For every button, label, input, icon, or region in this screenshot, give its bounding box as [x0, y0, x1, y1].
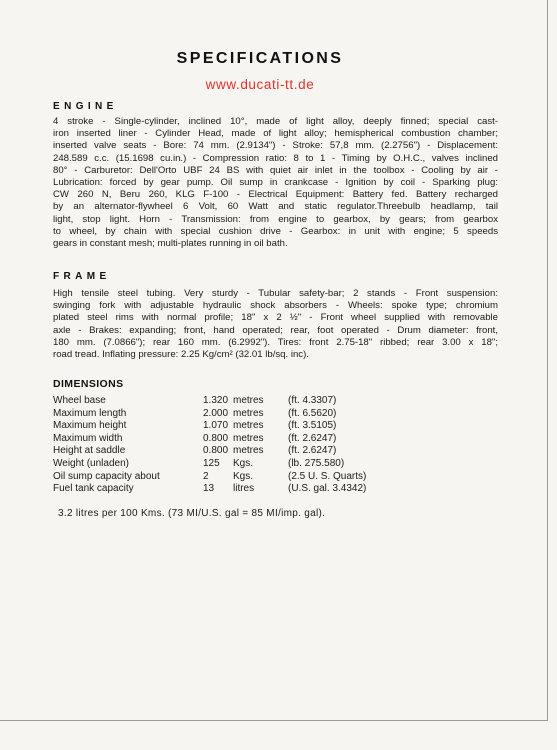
text-line: 180 mm. (7.0866"); rear 160 mm. (6.2992"). Tires: front 2.75-18" ribbed; rear 3.00 x 18";	[53, 336, 498, 348]
dimension-label: Weight (unladen)	[53, 458, 129, 469]
text-line: inserted valve seats - Bore: 74 mm. (2.9134") - Stroke: 57,8 mm. (2.2756") - Displacement:	[53, 140, 498, 152]
frame-heading: FRAME	[53, 271, 111, 282]
dimension-unit: Kgs.	[233, 470, 254, 482]
dimension-unit: metres	[233, 445, 264, 457]
dimension-imperial: (2.5 U. S. Quarts)	[288, 470, 367, 482]
dimension-label: Fuel tank capacity	[53, 483, 134, 495]
watermark-url: www.ducati-tt.de	[205, 77, 315, 92]
dimension-value: 0.800	[203, 432, 229, 444]
dimension-unit: metres	[233, 407, 264, 419]
dimension-unit: metres	[233, 395, 264, 406]
text-line: plated steel rims with normal profile; 18" x 2 ½" - Front wheel supplied with removable	[53, 312, 498, 324]
dimension-label: Height at saddle	[53, 445, 126, 457]
text-line: 4 stroke - Single-cylinder, inclined 10°, made of light alloy, deeply finned; special cast-	[53, 116, 498, 127]
text-line: Lubrication: forced by gear pump. Oil sump in crankcase - Ignition by coil - Sparking plug:	[53, 177, 498, 189]
text-line: CW 260 N, Beru 260, KLG F-100 - Electrical Equipment: Battery fed. Battery recharged	[53, 189, 498, 201]
dimension-label: Maximum length	[53, 407, 127, 419]
text-line: swinging fork with adjustable hydraulic shock absorbers - Wheels: spoke type; chromium	[53, 300, 498, 312]
text-line: light, stop light. Horn - Transmission: from engine to gearbox, by gears; from gearbox	[53, 213, 498, 225]
text-line: gears in constant mesh; multi-plates running in oil bath.	[53, 238, 288, 250]
dimension-unit: Kgs.	[233, 458, 254, 469]
dimension-value: 125	[203, 458, 220, 469]
text-line: by an alternator-flywheel 6 Volt, 60 Watt and static regulator.Threebulb headlamp, tail	[53, 201, 498, 213]
dimension-value: 1.320	[203, 395, 229, 406]
page-title: SPECIFICATIONS	[176, 50, 344, 67]
text-line: axle - Brakes: expanding; front, hand operated; rear, foot operated - Drum diameter: front,	[53, 324, 498, 336]
dimension-label: Oil sump capacity about	[53, 470, 160, 482]
dimension-imperial: (ft. 2.6247)	[288, 432, 337, 444]
dimension-value: 13	[203, 483, 215, 495]
dimension-value: 2	[203, 470, 209, 482]
dimension-imperial: (lb. 275.580)	[288, 458, 345, 469]
frame-paragraph	[53, 288, 498, 361]
dimension-imperial: (U.S. gal. 3.4342)	[288, 483, 367, 495]
text-line: road tread. Inflating pressure: 2.25 Kg/cm² (32.01 lb/sq. inc).	[53, 349, 309, 361]
dimension-imperial: (ft. 4.3307)	[288, 395, 337, 406]
engine-paragraph	[53, 116, 498, 250]
text-line: iron inserted liner - Cylinder Head, made of light alloy; hemispherical combustion chamber;	[53, 128, 498, 140]
text-line: High tensile steel tubing. Very sturdy - Tubular safety-bar; 2 stands - Front suspension:	[53, 288, 498, 299]
dimension-label: Maximum width	[53, 432, 123, 444]
dimension-imperial: (ft. 3.5105)	[288, 420, 337, 432]
fuel-consumption-note: 3.2 litres per 100 Kms. (73 MI/U.S. gal = 85 MI/imp. gal).	[58, 508, 326, 519]
engine-heading: ENGINE	[53, 101, 118, 112]
dimension-value: 2.000	[203, 407, 229, 419]
dimension-unit: metres	[233, 432, 264, 444]
dimensions-heading: DIMENSIONS	[53, 378, 124, 390]
dimension-value: 0.800	[203, 445, 229, 457]
dimension-label: Maximum height	[53, 420, 127, 432]
dimension-imperial: (ft. 2.6247)	[288, 445, 337, 457]
dimension-unit: metres	[233, 420, 264, 432]
dimension-unit: litres	[233, 483, 255, 495]
text-line: 80° - Carburetor: Dell'Orto UBF 24 BS with quiet air inlet in the toolbox - Cooling by air -	[53, 164, 498, 176]
dimension-imperial: (ft. 6.5620)	[288, 407, 337, 419]
dimension-value: 1.070	[203, 420, 229, 432]
text-line: to wheel, by chain with special cushion drive - Gearbox: in unit with engine; 5 speeds	[53, 225, 498, 237]
text-line: 248.589 c.c. (15.1698 cu.in.) - Compression ratio: 8 to 1 - Timing by O.H.C., valves inclined	[53, 152, 498, 164]
dimension-label: Wheel base	[53, 395, 106, 406]
